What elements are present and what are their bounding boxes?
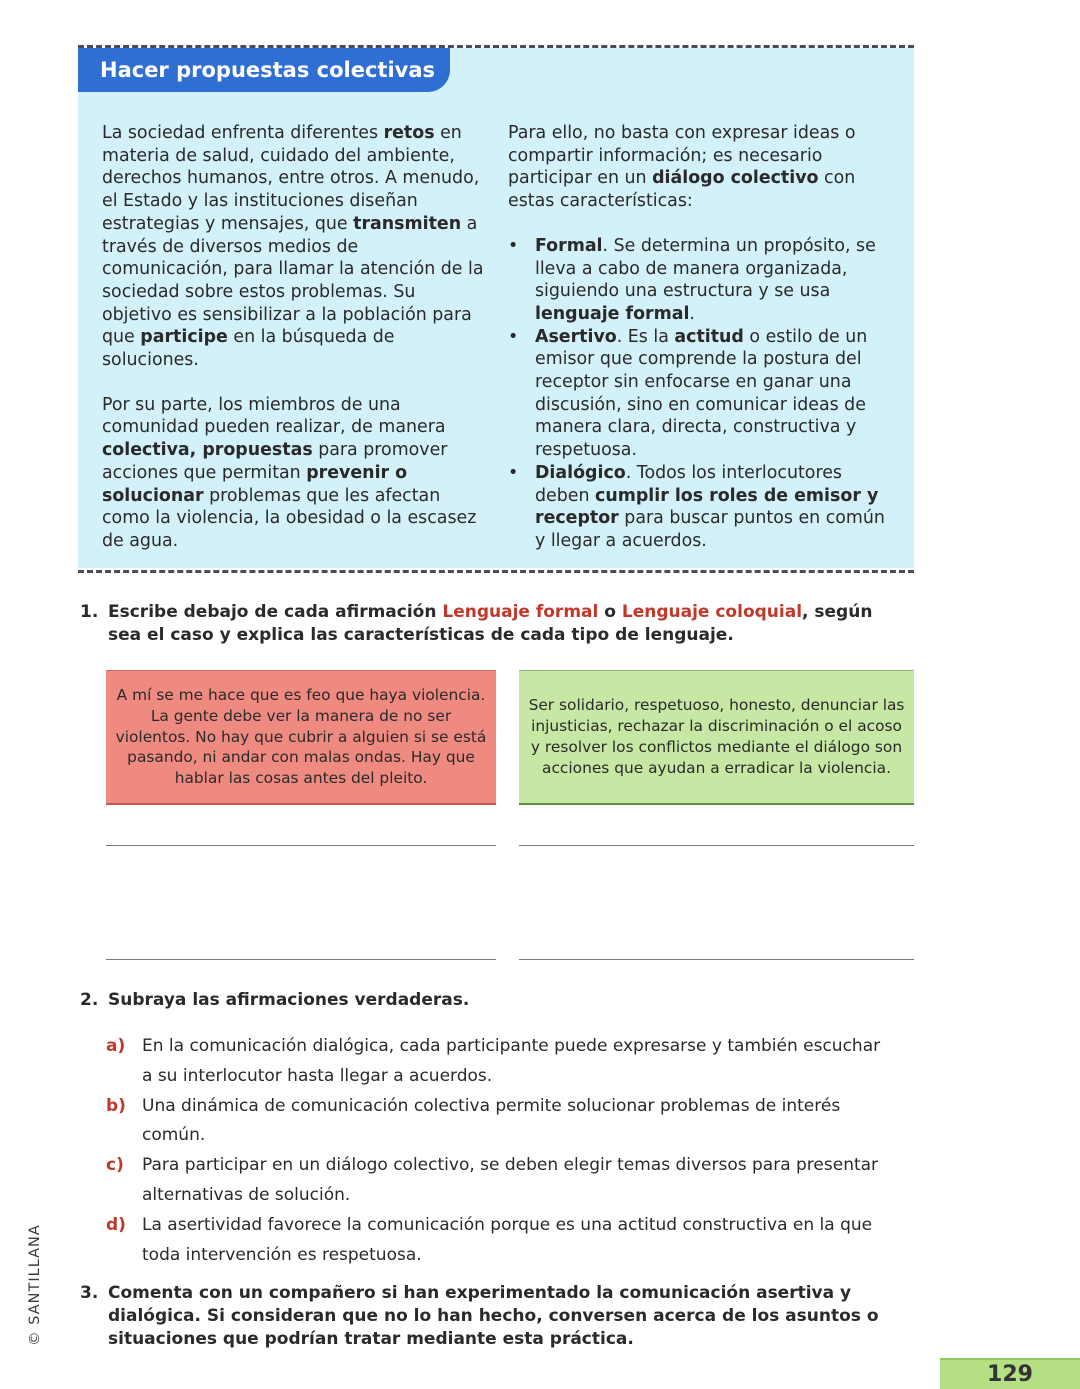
bold-text: diálogo colectivo (652, 168, 819, 189)
info-right-column (508, 122, 900, 553)
text-run: Escribe debajo de cada afirmación (108, 602, 443, 622)
statement-card-coloquial-text: A mí se me hace que es feo que haya violencia. La gente debe ver la manera de no ser violentos. No hay que cubrir a alguien si se está pasando, ni andar con malas ondas. Hay que hablar las cosas antes del pleito. (115, 686, 487, 788)
characteristics-list (508, 235, 900, 553)
option-d-letter: d) (106, 1214, 126, 1235)
answer-line-left-1[interactable] (106, 845, 496, 846)
text-run: Por su parte, los miembros de una comunidad pueden realizar, de manera (102, 394, 446, 438)
bottom-dashed-rule (78, 570, 914, 573)
info-paragraph-2 (102, 394, 487, 553)
characteristic-dialogico (508, 462, 900, 553)
text-run: La sociedad enfrenta diferentes (102, 123, 384, 143)
text-run: , según sea el caso y explica las características de cada tipo de lenguaje. (108, 602, 873, 645)
statement-card-formal (519, 670, 914, 805)
bold-text: participe (140, 327, 228, 348)
text-run: . Se determina un propósito, se lleva a cabo de manera organizada, siguiendo una estructura y se usa (535, 235, 876, 302)
bold-text: colectiva, propuestas (102, 440, 313, 461)
text-run: problemas que les afectan como la violencia, la obesidad o la escasez de agua. (102, 485, 477, 551)
text-run: en la búsqueda de soluciones. (102, 327, 395, 371)
page-number: 129 (987, 1362, 1033, 1387)
true-false-options (106, 1032, 886, 1270)
text-run: o (598, 602, 622, 622)
question-1 (80, 601, 890, 647)
statement-card-formal-text: Ser solidario, respetuoso, honesto, denunciar las injusticias, rechazar la discriminación o el acoso y resolver los conflictos mediante el diálogo son acciones que ayudan a erradicar la violencia. (528, 696, 905, 777)
publisher-side-label (20, 1220, 50, 1350)
option-c-text: Para participar en un diálogo colectivo, se deben elegir temas diversos para presentar alternativas de solución. (142, 1155, 879, 1205)
bold-text: prevenir o solucionar (102, 462, 408, 506)
question-3-text: Comenta con un compañero si han experimentado la comunicación asertiva y dialógica. Si consideran que no lo han hecho, conversen acerca de los asuntos o situaciones que podrían tratar mediante esta práctica. (108, 1283, 879, 1349)
answer-line-right-2[interactable] (519, 959, 914, 960)
text-run: en materia de salud, cuidado del ambiente, derechos humanos, entre otros. A menudo, el Estado y las instituciones diseñan estrategias y mensajes, que (102, 123, 480, 234)
question-3-number: 3. (80, 1283, 99, 1303)
question-1-text (80, 601, 890, 647)
question-2-text: Subraya las afirmaciones verdaderas. (108, 990, 470, 1010)
highlight-text: Lenguaje coloquial (621, 602, 803, 622)
text-run: Para ello, no basta con expresar ideas o compartir información; es necesario participar en un (508, 123, 856, 189)
text-run: para promover acciones que permitan (102, 440, 448, 483)
answer-line-left-2[interactable] (106, 959, 496, 960)
text-run: . Es la (616, 326, 675, 347)
bold-text: transmiten (353, 213, 462, 234)
characteristic-asertivo (508, 326, 900, 462)
option-d-text: La asertividad favorece la comunicación porque es una actitud constructiva en la que toda intervención es respetuosa. (142, 1214, 873, 1265)
section-title: Hacer propuestas colectivas (78, 48, 450, 92)
characteristic-formal (508, 235, 900, 326)
text-run: con estas características: (508, 168, 856, 212)
option-b[interactable] (106, 1092, 886, 1152)
text-run: a través de diversos medios de comunicación, para llamar la atención de la sociedad sobre estos problemas. Su objetivo es sensibilizar a la población para que (102, 213, 484, 348)
info-left-column (102, 122, 487, 553)
question-2-number: 2. (80, 990, 99, 1010)
option-d[interactable] (106, 1211, 886, 1271)
option-c-letter: c) (106, 1155, 124, 1176)
bold-text: lenguaje formal (535, 303, 690, 324)
option-a-letter: a) (106, 1036, 126, 1056)
info-paragraph-1 (102, 122, 487, 372)
highlight-text: Lenguaje formal (442, 602, 599, 622)
option-a[interactable] (106, 1032, 886, 1092)
statement-card-coloquial (106, 670, 496, 805)
option-b-letter: b) (106, 1095, 126, 1116)
publisher-side-label-text: © SANTILLANA (27, 1224, 43, 1346)
text-run: o estilo de un emisor que comprende la postura del receptor sin enfocarse en ganar una discusión, sino en comunicar ideas de manera clara, directa, constructiva y respetuosa. (535, 326, 868, 461)
option-b-text: Una dinámica de comunicación colectiva permite solucionar problemas de interés común. (142, 1095, 841, 1146)
bold-text: retos (383, 123, 435, 143)
question-2 (80, 989, 890, 1012)
text-run: . (689, 303, 695, 324)
info-intro (508, 122, 900, 213)
answer-line-right-1[interactable] (519, 845, 914, 846)
bold-text: actitud (674, 326, 744, 347)
bold-text: Asertivo (535, 326, 617, 347)
question-1-number: 1. (80, 602, 99, 622)
text-run: para buscar puntos en común y llegar a acuerdos. (535, 508, 885, 551)
text-run: . Todos los interlocutores deben (535, 462, 842, 506)
bold-text: Formal (535, 235, 603, 256)
question-3 (80, 1282, 890, 1351)
option-c[interactable] (106, 1151, 886, 1211)
bold-text: Dialógico (535, 462, 626, 483)
bold-text: cumplir los roles de emisor y receptor (535, 485, 879, 529)
option-a-text: En la comunicación dialógica, cada participante puede expresarse y también escuchar a su interlocutor hasta llegar a acuerdos. (142, 1036, 881, 1086)
